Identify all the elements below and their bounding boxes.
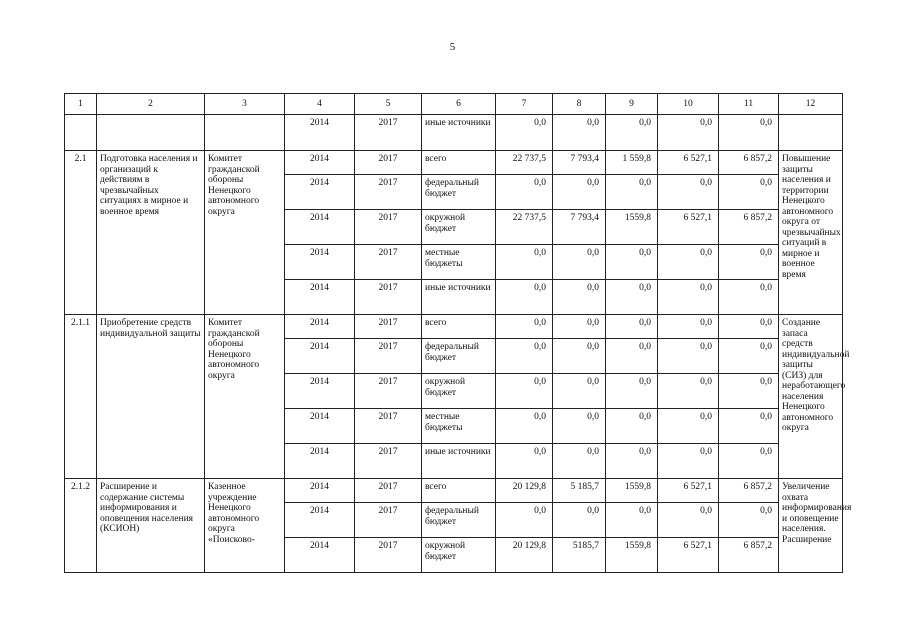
- end-year: 2017: [355, 245, 422, 280]
- funding-source: окружной бюджет: [422, 210, 496, 245]
- value-2014: 0,0: [553, 374, 606, 409]
- value-2016: 0,0: [658, 115, 719, 151]
- start-year: 2014: [285, 503, 355, 538]
- row-code: 2.1: [65, 151, 97, 315]
- end-year: 2017: [355, 210, 422, 245]
- value-2016: 6 527,1: [658, 538, 719, 573]
- value-2017: 0,0: [719, 339, 779, 374]
- start-year: 2014: [285, 315, 355, 339]
- value-2014: 0,0: [553, 245, 606, 280]
- end-year: 2017: [355, 538, 422, 573]
- row-code: 2.1.1: [65, 315, 97, 479]
- value-total: 20 129,8: [496, 479, 553, 503]
- value-2015: 0,0: [606, 245, 658, 280]
- value-2015: 0,0: [606, 374, 658, 409]
- empty-cell: [97, 115, 205, 151]
- funding-source: местные бюджеты: [422, 245, 496, 280]
- value-2014: 0,0: [553, 280, 606, 315]
- value-2016: 0,0: [658, 175, 719, 210]
- start-year: 2014: [285, 210, 355, 245]
- end-year: 2017: [355, 280, 422, 315]
- value-2015: 0,0: [606, 315, 658, 339]
- end-year: 2017: [355, 175, 422, 210]
- header-row: [65, 94, 843, 115]
- start-year: 2014: [285, 339, 355, 374]
- value-2017: 6 857,2: [719, 479, 779, 503]
- value-2017: 0,0: [719, 503, 779, 538]
- value-total: 0,0: [496, 315, 553, 339]
- value-2017: 0,0: [719, 175, 779, 210]
- start-year: 2014: [285, 479, 355, 503]
- row-code: 2.1.2: [65, 479, 97, 573]
- value-2016: 0,0: [658, 503, 719, 538]
- col-header: 10: [658, 94, 719, 115]
- table-row: [65, 479, 843, 503]
- value-2014: 0,0: [553, 339, 606, 374]
- start-year: 2014: [285, 151, 355, 175]
- end-year: 2017: [355, 315, 422, 339]
- value-2015: 0,0: [606, 175, 658, 210]
- col-header: 3: [205, 94, 285, 115]
- col-header: 5: [355, 94, 422, 115]
- value-2017: 0,0: [719, 245, 779, 280]
- value-2015: 1559,8: [606, 210, 658, 245]
- col-header: 2: [97, 94, 205, 115]
- value-total: 0,0: [496, 175, 553, 210]
- value-total: 0,0: [496, 409, 553, 444]
- end-year: 2017: [355, 115, 422, 151]
- end-year: 2017: [355, 151, 422, 175]
- col-header: 12: [779, 94, 843, 115]
- value-2014: 0,0: [553, 409, 606, 444]
- value-total: 0,0: [496, 339, 553, 374]
- value-2017: 0,0: [719, 374, 779, 409]
- value-2014: 7 793,4: [553, 151, 606, 175]
- value-2014: 0,0: [553, 115, 606, 151]
- value-2016: 0,0: [658, 374, 719, 409]
- start-year: 2014: [285, 374, 355, 409]
- empty-cell: [65, 115, 97, 151]
- value-2017: 0,0: [719, 280, 779, 315]
- value-2017: 0,0: [719, 409, 779, 444]
- value-2015: 0,0: [606, 339, 658, 374]
- start-year: 2014: [285, 115, 355, 151]
- executor: Казенное учреждение Ненецкого автономного округа «Поисково-: [205, 479, 285, 573]
- empty-cell: [205, 115, 285, 151]
- value-2015: 0,0: [606, 503, 658, 538]
- value-2016: 0,0: [658, 409, 719, 444]
- funding-source: окружной бюджет: [422, 538, 496, 573]
- start-year: 2014: [285, 245, 355, 280]
- funding-source: иные источники: [422, 115, 496, 151]
- value-total: 0,0: [496, 444, 553, 479]
- value-2015: 0,0: [606, 115, 658, 151]
- value-2014: 0,0: [553, 175, 606, 210]
- value-2015: 0,0: [606, 409, 658, 444]
- col-header: 11: [719, 94, 779, 115]
- value-2017: 0,0: [719, 444, 779, 479]
- value-2017: 6 857,2: [719, 151, 779, 175]
- value-2017: 6 857,2: [719, 538, 779, 573]
- funding-source: всего: [422, 479, 496, 503]
- expected-result: Увеличение охвата информирования и оповещение населения. Расширение: [779, 479, 843, 573]
- funding-source: иные источники: [422, 444, 496, 479]
- value-total: 22 737,5: [496, 151, 553, 175]
- value-2016: 0,0: [658, 315, 719, 339]
- funding-source: окружной бюджет: [422, 374, 496, 409]
- funding-source: всего: [422, 315, 496, 339]
- end-year: 2017: [355, 409, 422, 444]
- table-row: [65, 151, 843, 175]
- value-total: 0,0: [496, 115, 553, 151]
- value-2015: 0,0: [606, 280, 658, 315]
- col-header: 4: [285, 94, 355, 115]
- value-2014: 5 185,7: [553, 479, 606, 503]
- value-2016: 0,0: [658, 339, 719, 374]
- value-total: 0,0: [496, 374, 553, 409]
- expected-result: Создание запаса средств индивидуальной защиты (СИЗ) для неработающего населения Ненецкого автономного округа: [779, 315, 843, 479]
- value-total: 0,0: [496, 503, 553, 538]
- expected-result: Повышение защиты населения и территории Ненецкого автономного округа от чрезвычайных ситуаций в мирное и военное время: [779, 151, 843, 315]
- value-total: 0,0: [496, 280, 553, 315]
- value-2017: 6 857,2: [719, 210, 779, 245]
- col-header: 8: [553, 94, 606, 115]
- start-year: 2014: [285, 409, 355, 444]
- value-2014: 5185,7: [553, 538, 606, 573]
- col-header: 1: [65, 94, 97, 115]
- value-2015: 1 559,8: [606, 151, 658, 175]
- measure-name: Подготовка населения и организаций к действиям в чрезвычайных ситуациях в мирное и военное время: [97, 151, 205, 315]
- value-2015: 0,0: [606, 444, 658, 479]
- end-year: 2017: [355, 339, 422, 374]
- value-total: 20 129,8: [496, 538, 553, 573]
- start-year: 2014: [285, 444, 355, 479]
- end-year: 2017: [355, 479, 422, 503]
- end-year: 2017: [355, 374, 422, 409]
- continuation-row: [65, 115, 843, 151]
- value-total: 0,0: [496, 245, 553, 280]
- col-header: 6: [422, 94, 496, 115]
- value-2014: 0,0: [553, 503, 606, 538]
- value-2017: 0,0: [719, 315, 779, 339]
- col-header: 7: [496, 94, 553, 115]
- funding-source: федеральный бюджет: [422, 503, 496, 538]
- table-row: [65, 315, 843, 339]
- col-header: 9: [606, 94, 658, 115]
- value-2016: 0,0: [658, 280, 719, 315]
- start-year: 2014: [285, 175, 355, 210]
- value-2016: 6 527,1: [658, 479, 719, 503]
- value-2016: 0,0: [658, 245, 719, 280]
- funding-source: местные бюджеты: [422, 409, 496, 444]
- funding-source: иные источники: [422, 280, 496, 315]
- empty-cell: [779, 115, 843, 151]
- start-year: 2014: [285, 538, 355, 573]
- end-year: 2017: [355, 444, 422, 479]
- value-2015: 1559,8: [606, 538, 658, 573]
- value-2016: 6 527,1: [658, 151, 719, 175]
- executor: Комитет гражданской обороны Ненецкого автономного округа: [205, 315, 285, 479]
- page-number: 5: [449, 41, 456, 53]
- value-2016: 6 527,1: [658, 210, 719, 245]
- funding-source: всего: [422, 151, 496, 175]
- executor: Комитет гражданской обороны Ненецкого автономного округа: [205, 151, 285, 315]
- measure-name: Расширение и содержание системы информирования и оповещения населения (КСИОН): [97, 479, 205, 573]
- value-2015: 1559,8: [606, 479, 658, 503]
- measure-name: Приобретение средств индивидуальной защиты: [97, 315, 205, 479]
- value-2014: 7 793,4: [553, 210, 606, 245]
- value-2014: 0,0: [553, 444, 606, 479]
- start-year: 2014: [285, 280, 355, 315]
- funding-source: федеральный бюджет: [422, 339, 496, 374]
- budget-table: [64, 93, 852, 573]
- value-2017: 0,0: [719, 115, 779, 151]
- value-total: 22 737,5: [496, 210, 553, 245]
- value-2016: 0,0: [658, 444, 719, 479]
- funding-source: федеральный бюджет: [422, 175, 496, 210]
- value-2014: 0,0: [553, 315, 606, 339]
- end-year: 2017: [355, 503, 422, 538]
